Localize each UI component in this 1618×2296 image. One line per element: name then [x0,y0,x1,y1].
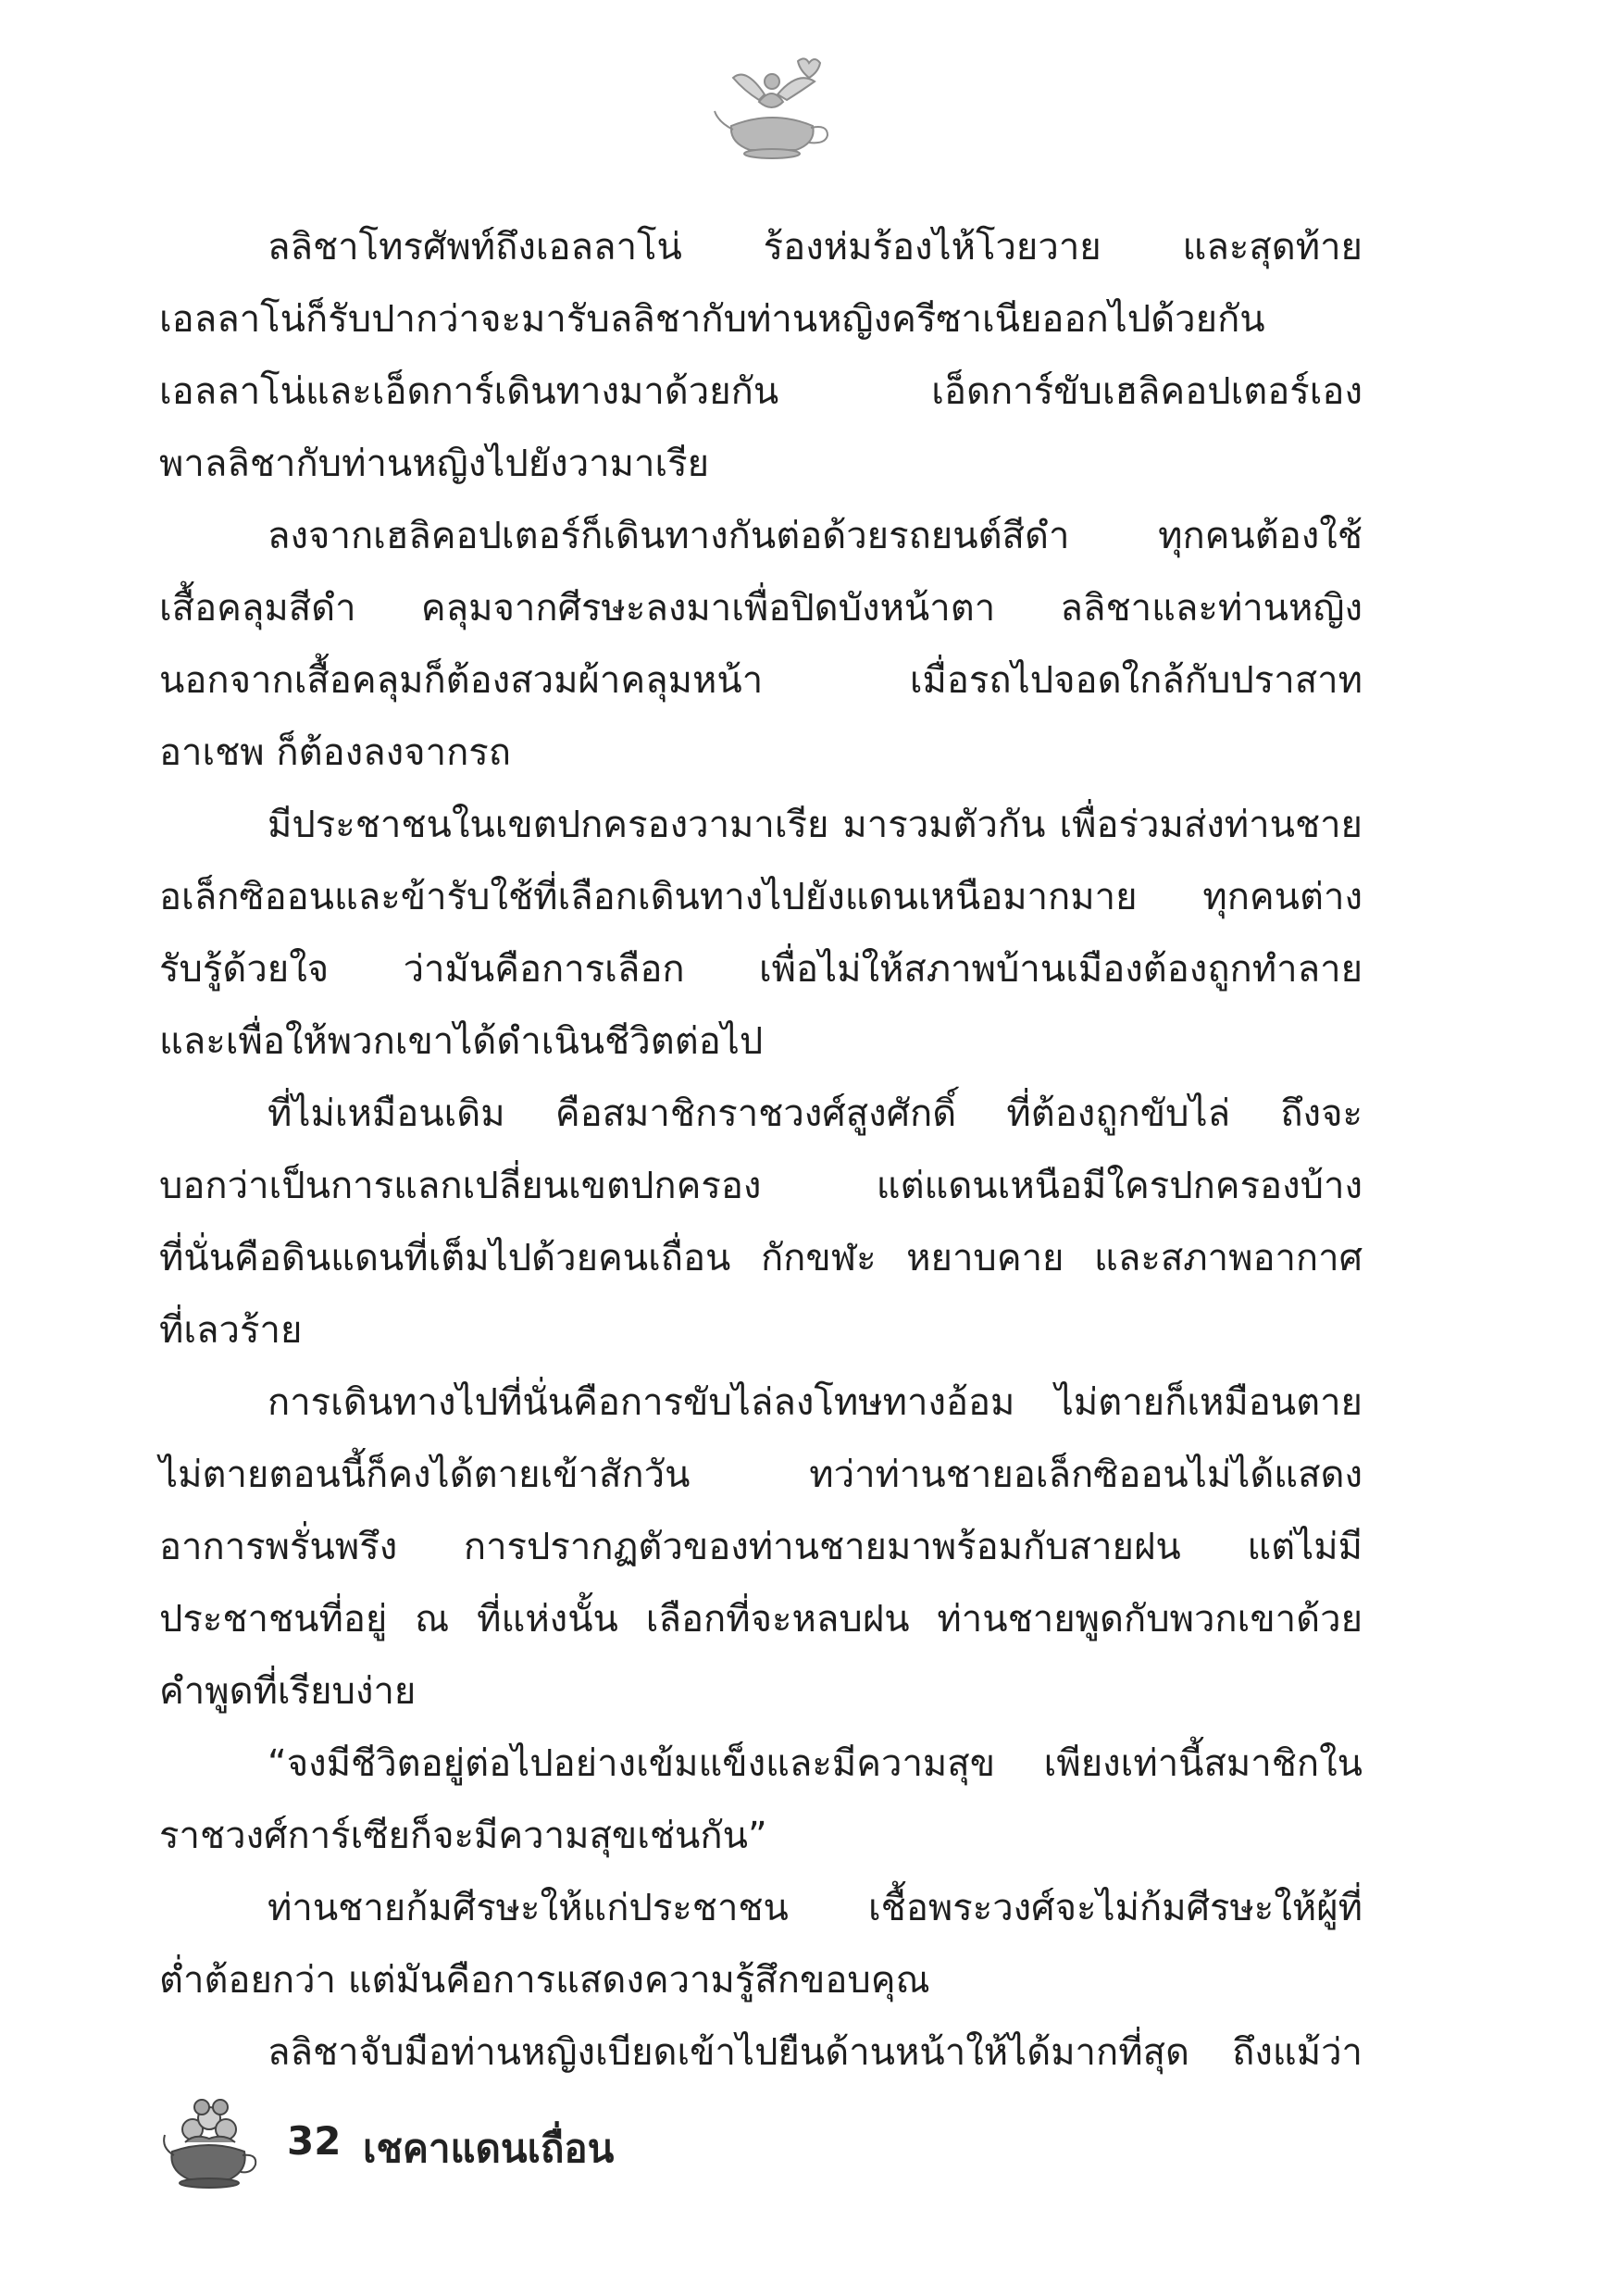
text-line: รับรู้ด้วยใจ ว่ามันคือการเลือก เพื่อไม่ให้สภาพบ้านเมืองต้องถูกทำลาย [159,948,1363,991]
text-line: ประชาชนที่อยู่ ณ ที่แห่งนั้น เลือกที่จะหลบฝน ท่านชายพูดกับพวกเขาด้วย [159,1598,1363,1641]
page-number: 32 [287,2118,342,2164]
text-line: ต่ำต้อยกว่า แต่มันคือการแสดงความรู้สึกขอบคุณ [159,1959,930,2002]
text-line: ที่เลวร้าย [159,1309,303,1352]
text-line: ที่นั่นคือดินแดนที่เต็มไปด้วยคนเถื่อน กักขฬะ หยาบคาย และสภาพอากาศ [159,1237,1363,1279]
teapot-with-flowers-ornament-icon [159,2090,261,2192]
text-line: เอลลาโน่และเอ็ดการ์เดินทางมาด้วยกัน เอ็ดการ์ขับเฮลิคอปเตอร์เอง [159,370,1363,413]
text-line: ที่ไม่เหมือนเดิม คือสมาชิกราชวงศ์สูงศักดิ์ ที่ต้องถูกขับไล่ ถึงจะ [268,1092,1363,1135]
text-line: บอกว่าเป็นการแลกเปลี่ยนเขตปกครอง แต่แดนเหนือมีใครปกครองบ้าง [159,1165,1363,1207]
text-line: “จงมีชีวิตอยู่ต่อไปอย่างเข้มแข็งและมีความสุข เพียงเท่านี้สมาชิกใน [268,1742,1363,1785]
text-line: เอลลาโน่ก็รับปากว่าจะมารับลลิชากับท่านหญิงครีซาเนียออกไปด้วยกัน [159,298,1265,341]
teapot-with-angel-ornament-icon [713,54,833,165]
text-line: ท่านชายก้มศีรษะให้แก่ประชาชน เชื้อพระวงศ์จะไม่ก้มศีรษะให้ผู้ที่ [268,1887,1363,1929]
text-line: คำพูดที่เรียบง่าย [159,1670,417,1713]
text-line: ลลิชาโทรศัพท์ถึงเอลลาโน่ ร้องห่มร้องไห้โวยวาย และสุดท้าย [268,226,1363,268]
text-line: และเพื่อให้พวกเขาได้ดำเนินชีวิตต่อไป [159,1020,764,1063]
text-line: อเล็กซิออนและข้ารับใช้ที่เลือกเดินทางไปยังแดนเหนือมากมาย ทุกคนต่าง [159,876,1363,918]
text-line: ลลิชาจับมือท่านหญิงเบียดเข้าไปยืนด้านหน้าให้ได้มากที่สุด ถึงแม้ว่า [268,2031,1363,2074]
page-footer [159,2090,715,2192]
text-line: มีประชาชนในเขตปกครองวามาเรีย มารวมตัวกัน เพื่อร่วมส่งท่านชาย [268,804,1363,846]
text-line: ราชวงศ์การ์เซียก็จะมีความสุขเช่นกัน” [159,1815,767,1857]
text-line: พาลลิชากับท่านหญิงไปยังวามาเรีย [159,443,710,485]
text-line: การเดินทางไปที่นั่นคือการขับไล่ลงโทษทางอ้อม ไม่ตายก็เหมือนตาย [268,1381,1363,1424]
text-line: เสื้อคลุมสีดำ คลุมจากศีรษะลงมาเพื่อปิดบังหน้าตา ลลิชาและท่านหญิง [159,587,1363,630]
text-line: ไม่ตายตอนนี้ก็คงได้ตายเข้าสักวัน ทว่าท่านชายอเล็กซิออนไม่ได้แสดง [159,1454,1363,1496]
text-line: อาเชพ ก็ต้องลงจากรถ [159,731,511,774]
text-line: ลงจากเฮลิคอปเตอร์ก็เดินทางกันต่อด้วยรถยนต์สีดำ ทุกคนต้องใช้ [268,515,1363,557]
book-title: เชคาแดนเถื่อน [363,2126,615,2171]
text-line: นอกจากเสื้อคลุมก็ต้องสวมผ้าคลุมหน้า เมื่อรถไปจอดใกล้กับปราสาท [159,659,1363,702]
text-line: อาการพรั่นพรึง การปรากฏตัวของท่านชายมาพร้อมกับสายฝน แต่ไม่มี [159,1526,1363,1568]
